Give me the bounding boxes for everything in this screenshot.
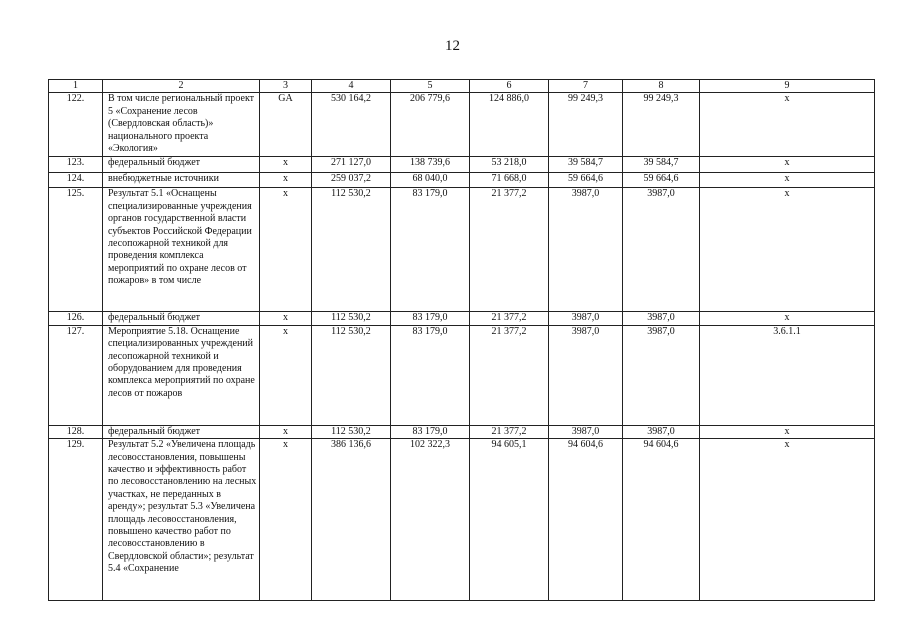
cell-col4: 386 136,6 — [312, 439, 391, 601]
cell-col5: 83 179,0 — [391, 325, 470, 425]
header-cell: 6 — [470, 80, 549, 93]
cell-col6: 53 218,0 — [470, 157, 549, 173]
header-cell: 4 — [312, 80, 391, 93]
row-description: Результат 5.1 «Оснащены специализированные учреждения органов государственной власти субъектов Российской Федерации лесопожарной техникой для проведения комплекса мероприятий по охране лесов от пожаров» в том числе — [103, 188, 260, 312]
cell-col3: х — [260, 425, 312, 438]
cell-col7: 99 249,3 — [549, 93, 623, 157]
cell-col3: х — [260, 157, 312, 173]
cell-col4: 530 164,2 — [312, 93, 391, 157]
row-number: 128. — [49, 425, 103, 438]
cell-col9: х — [700, 188, 875, 312]
cell-col6: 71 668,0 — [470, 173, 549, 188]
cell-col5: 83 179,0 — [391, 312, 470, 325]
table-row — [49, 325, 875, 425]
cell-col4: 112 530,2 — [312, 312, 391, 325]
cell-col9: х — [700, 93, 875, 157]
header-cell: 3 — [260, 80, 312, 93]
cell-col7: 3987,0 — [549, 425, 623, 438]
cell-col3: х — [260, 439, 312, 601]
cell-col9: 3.6.1.1 — [700, 325, 875, 425]
cell-col9: х — [700, 425, 875, 438]
cell-col5: 83 179,0 — [391, 425, 470, 438]
budget-table — [48, 79, 875, 601]
row-description: В том числе региональный проект 5 «Сохранение лесов (Свердловская область)» национального проекта «Экология» — [103, 93, 260, 157]
row-number: 124. — [49, 173, 103, 188]
cell-col4: 112 530,2 — [312, 425, 391, 438]
cell-col8: 94 604,6 — [623, 439, 700, 601]
cell-col4: 271 127,0 — [312, 157, 391, 173]
row-description: Мероприятие 5.18. Оснащение специализированных учреждений лесопожарной техникой и оборудованием для проведения комплекса мероприятий по охране лесов от пожаров — [103, 325, 260, 425]
cell-col8: 3987,0 — [623, 425, 700, 438]
cell-col7: 39 584,7 — [549, 157, 623, 173]
header-cell: 7 — [549, 80, 623, 93]
header-cell: 2 — [103, 80, 260, 93]
header-cell: 8 — [623, 80, 700, 93]
cell-col5: 102 322,3 — [391, 439, 470, 601]
cell-col8: 3987,0 — [623, 325, 700, 425]
row-description: федеральный бюджет — [103, 312, 260, 325]
cell-col7: 94 604,6 — [549, 439, 623, 601]
table-row — [49, 157, 875, 173]
cell-col6: 21 377,2 — [470, 325, 549, 425]
row-number: 129. — [49, 439, 103, 601]
cell-col7: 3987,0 — [549, 312, 623, 325]
row-number: 126. — [49, 312, 103, 325]
cell-col6: 124 886,0 — [470, 93, 549, 157]
table-row — [49, 93, 875, 157]
table-row — [49, 312, 875, 325]
cell-col5: 206 779,6 — [391, 93, 470, 157]
row-description: внебюджетные источники — [103, 173, 260, 188]
cell-col5: 68 040,0 — [391, 173, 470, 188]
row-number: 123. — [49, 157, 103, 173]
row-description: федеральный бюджет — [103, 425, 260, 438]
cell-col6: 21 377,2 — [470, 188, 549, 312]
table-row — [49, 173, 875, 188]
page-number: 12 — [445, 38, 460, 54]
cell-col9: х — [700, 439, 875, 601]
cell-col6: 94 605,1 — [470, 439, 549, 601]
row-number: 122. — [49, 93, 103, 157]
cell-col3: GA — [260, 93, 312, 157]
row-number: 127. — [49, 325, 103, 425]
row-number: 125. — [49, 188, 103, 312]
table-row — [49, 439, 875, 601]
cell-col6: 21 377,2 — [470, 425, 549, 438]
cell-col9: х — [700, 173, 875, 188]
cell-col6: 21 377,2 — [470, 312, 549, 325]
cell-col8: 59 664,6 — [623, 173, 700, 188]
cell-col8: 3987,0 — [623, 188, 700, 312]
cell-col8: 39 584,7 — [623, 157, 700, 173]
table-row — [49, 425, 875, 438]
header-cell: 5 — [391, 80, 470, 93]
cell-col3: х — [260, 173, 312, 188]
cell-col3: х — [260, 188, 312, 312]
header-cell: 1 — [49, 80, 103, 93]
row-description: федеральный бюджет — [103, 157, 260, 173]
cell-col9: х — [700, 157, 875, 173]
cell-col7: 3987,0 — [549, 325, 623, 425]
cell-col8: 99 249,3 — [623, 93, 700, 157]
header-cell: 9 — [700, 80, 875, 93]
cell-col9: х — [700, 312, 875, 325]
cell-col3: х — [260, 325, 312, 425]
cell-col8: 3987,0 — [623, 312, 700, 325]
cell-col4: 112 530,2 — [312, 188, 391, 312]
cell-col5: 83 179,0 — [391, 188, 470, 312]
cell-col3: х — [260, 312, 312, 325]
cell-col5: 138 739,6 — [391, 157, 470, 173]
cell-col7: 3987,0 — [549, 188, 623, 312]
cell-col7: 59 664,6 — [549, 173, 623, 188]
cell-col4: 112 530,2 — [312, 325, 391, 425]
header-row — [49, 80, 875, 93]
cell-col4: 259 037,2 — [312, 173, 391, 188]
table-row — [49, 188, 875, 312]
row-description: Результат 5.2 «Увеличена площадь лесовосстановления, повышены качество и эффективность работ по лесовосстановлению на лесных участках, не переданных в аренду»; результат 5.3 «Увеличена площадь лесовосстановления, повышено качество работ по лесовосстановлению в Свердловской области»; результат 5.4 «Сохранение — [103, 439, 260, 601]
